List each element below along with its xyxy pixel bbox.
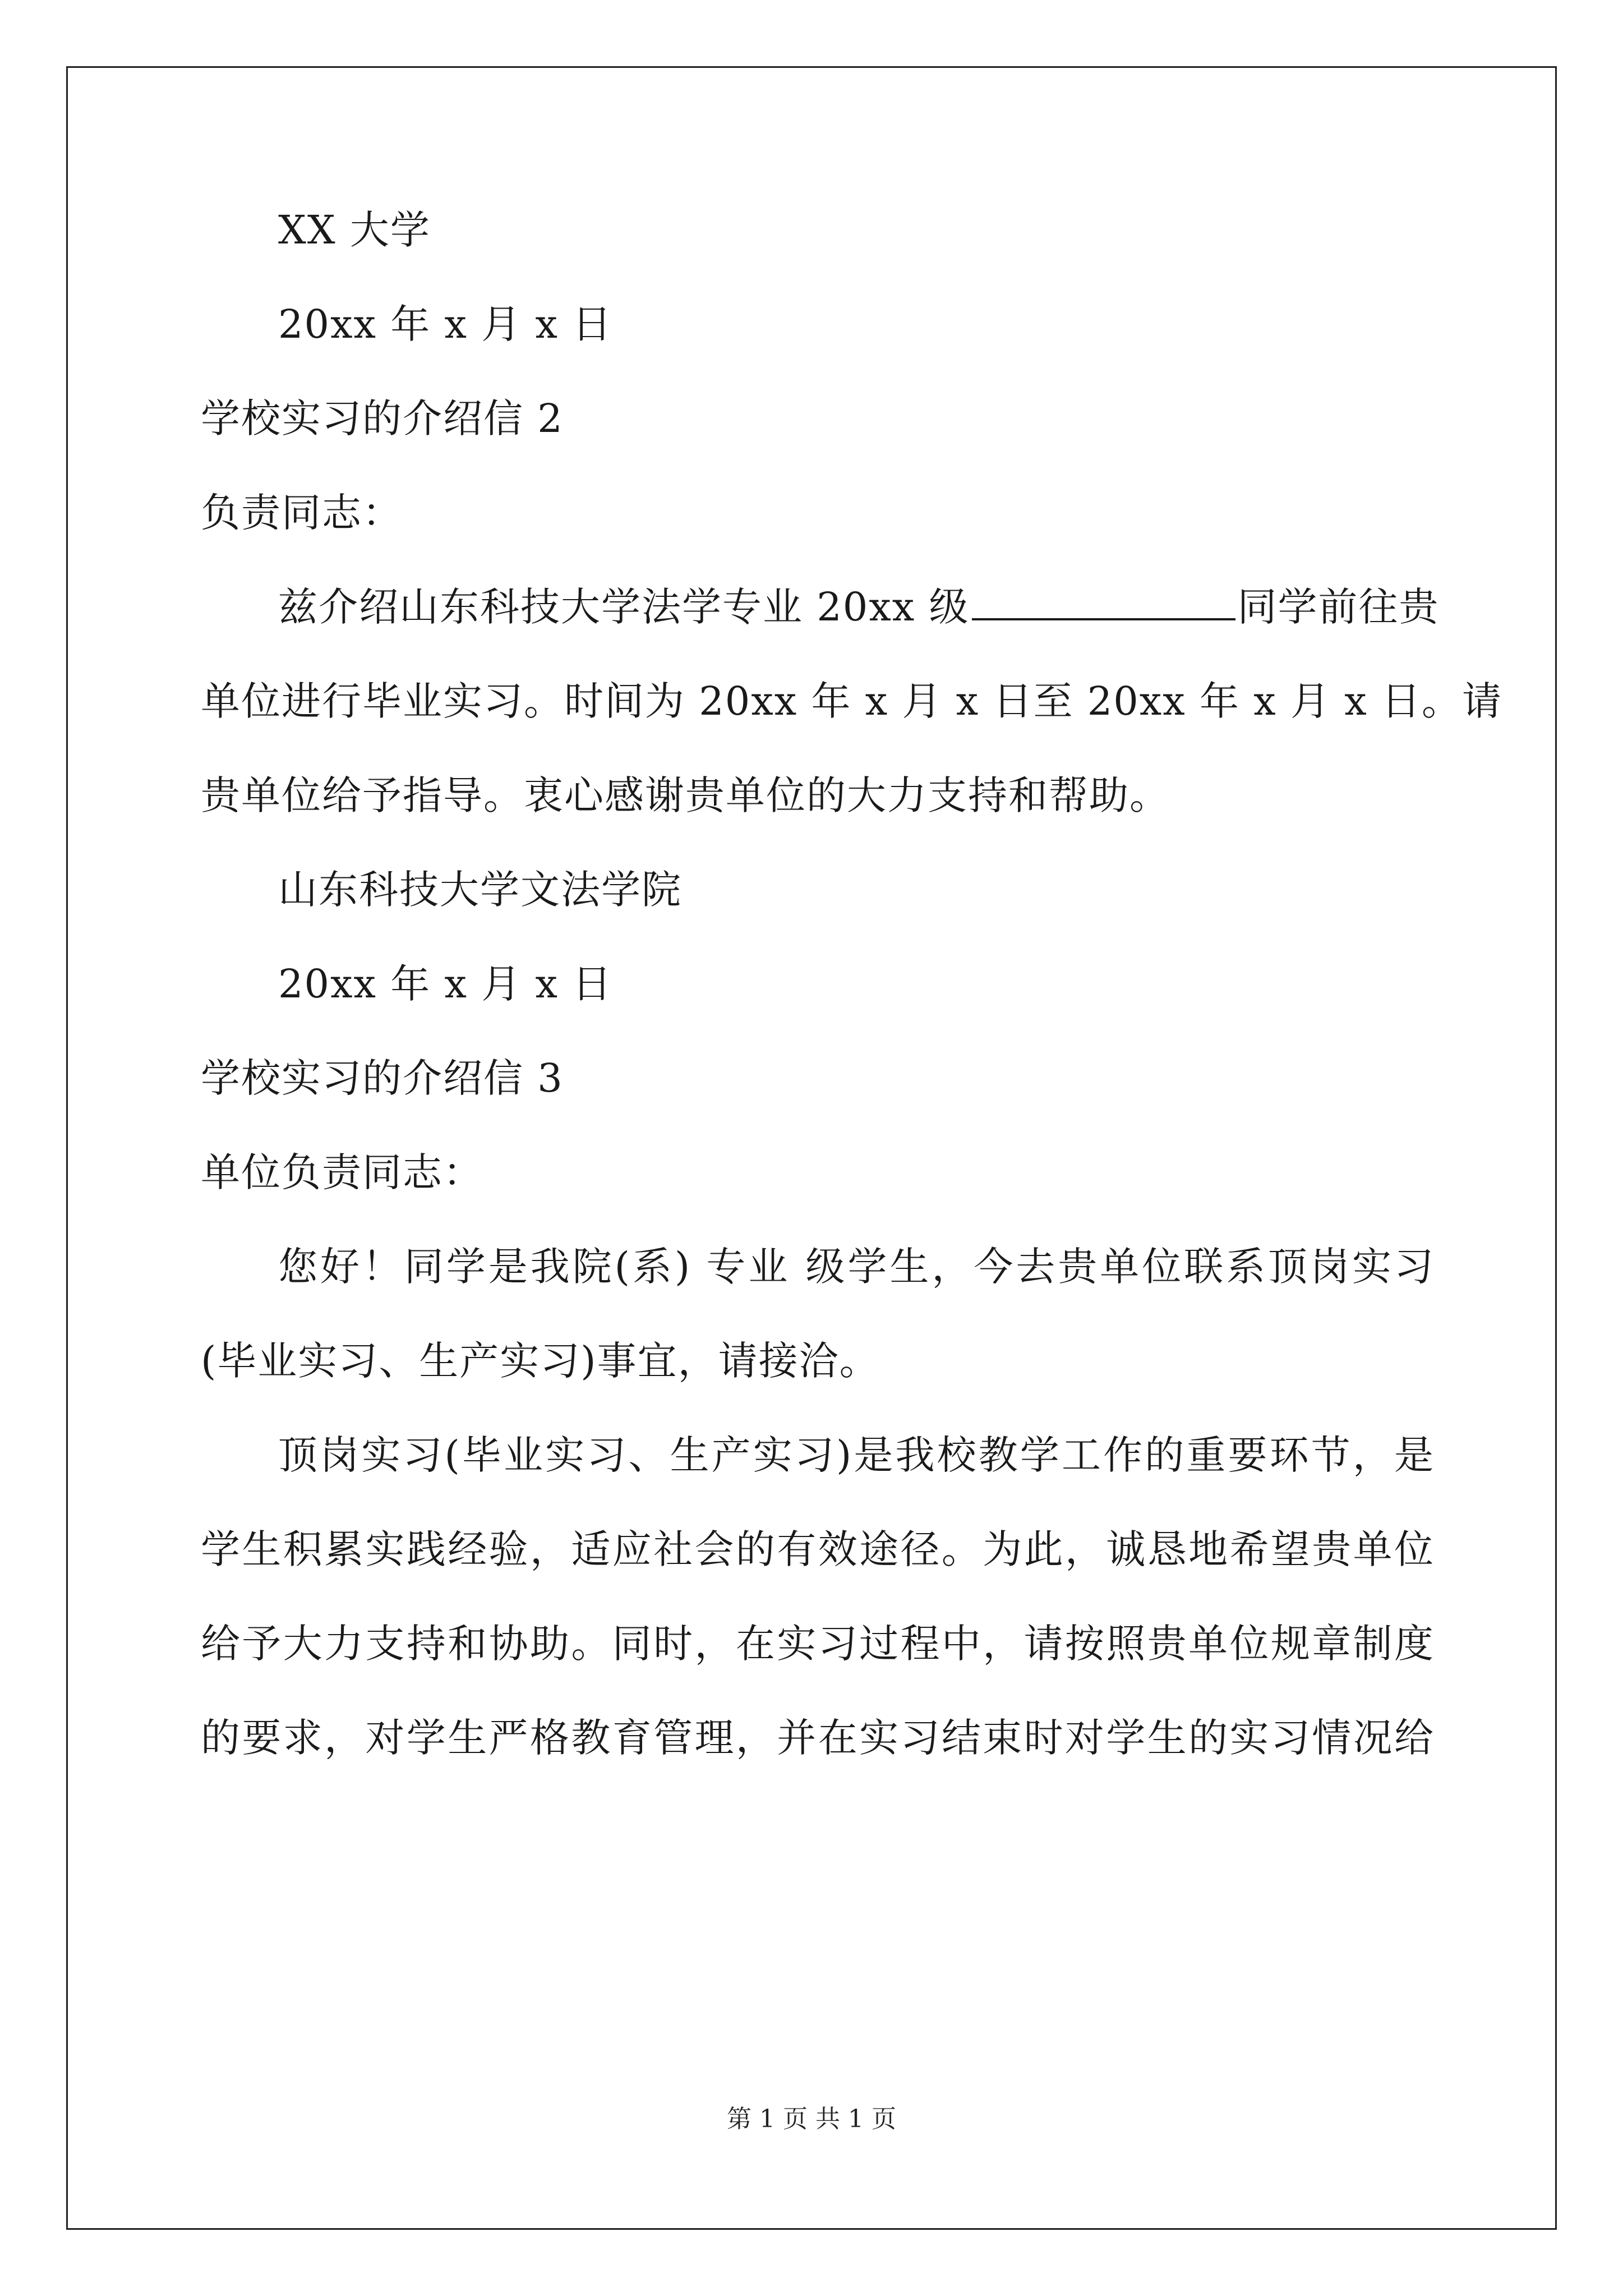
section-heading-2: 学校实习的介绍信 2 xyxy=(201,395,564,441)
body-line: 您好！同学是我院(系) 专业 级学生，今去贵单位联系顶岗实习 xyxy=(278,1244,1435,1290)
body-line: 的要求，对学生严格教育管理，并在实习结束时对学生的实习情况给 xyxy=(201,1715,1435,1761)
signature-university: XX 大学 xyxy=(278,207,431,253)
body-line: 贵单位给予指导。衷心感谢贵单位的大力支持和帮助。 xyxy=(201,772,1170,818)
salutation-2: 单位负责同志： xyxy=(201,1149,483,1195)
body-line: 顶岗实习(毕业实习、生产实习)是我校教学工作的重要环节，是 xyxy=(278,1432,1435,1478)
signature-college: 山东科技大学文法学院 xyxy=(278,867,682,913)
body-text-before-blank: 兹介绍山东科技大学法学专业 20xx 级 xyxy=(278,584,970,630)
body-line-blank xyxy=(278,579,1440,635)
salutation-1: 负责同志： xyxy=(201,490,403,536)
fill-in-blank xyxy=(972,579,1235,620)
body-line: 学生积累实践经验，适应社会的有效途径。为此，诚恳地希望贵单位 xyxy=(201,1526,1435,1572)
body-line: 给予大力支持和协助。同时，在实习过程中，请按照贵单位规章制度 xyxy=(201,1621,1435,1667)
body-line: (毕业实习、生产实习)事宜，请接洽。 xyxy=(201,1338,880,1384)
body-text-after-blank: 同学前往贵 xyxy=(1237,584,1440,630)
date-line-2: 20xx 年 x 月 x 日 xyxy=(278,961,613,1007)
date-line-1: 20xx 年 x 月 x 日 xyxy=(278,301,613,347)
page-footer: 第 1 页 共 1 页 xyxy=(727,2105,896,2133)
body-line: 单位进行毕业实习。时间为 20xx 年 x 月 x 日至 20xx 年 x 月 x 日。请 xyxy=(201,678,1502,724)
section-heading-3: 学校实习的介绍信 3 xyxy=(201,1055,564,1101)
